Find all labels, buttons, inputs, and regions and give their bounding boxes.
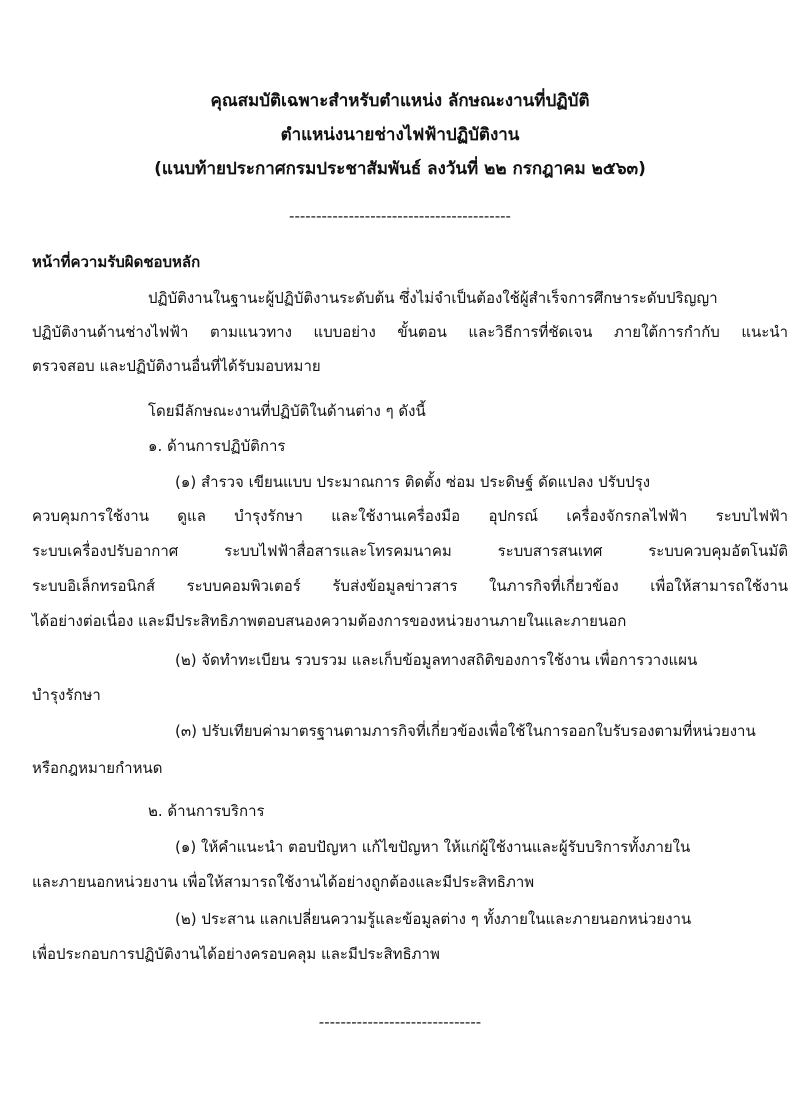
section-heading: หน้าที่ความรับผิดชอบหลัก (32, 253, 201, 271)
operations-item-1-line-2: ควบคุมการใช้งาน ดูแล บำรุงรักษา และใช้งานเครื่องมือ อุปกรณ์ เครื่องจักรกลไฟฟ้า ระบบไฟฟ้า (32, 507, 788, 525)
footer-separator: ------------------------------ (318, 1013, 482, 1031)
operations-item-1-line-1: (๑) สำรวจ เขียนแบบ ประมาณการ ติดตั้ง ซ่อม ประดิษฐ์ ดัดแปลง ปรับปรุง (175, 473, 651, 491)
header-separator: ----------------------------------------- (289, 207, 511, 225)
intro-line-1: ปฏิบัติงานในฐานะผู้ปฏิบัติงานระดับต้น ซึ่งไม่จำเป็นต้องใช้ผู้สำเร็จการศึกษาระดับปริญญา (148, 289, 718, 307)
lead-paragraph: โดยมีลักษณะงานที่ปฏิบัติในด้านต่าง ๆ ดังนี้ (148, 402, 426, 420)
title-line-3: (แนบท้ายประกาศกรมประชาสัมพันธ์ ลงวันที่ ๒๒ กรกฎาคม ๒๕๖๓) (154, 159, 646, 179)
intro-line-3: ตรวจสอบ และปฏิบัติงานอื่นที่ได้รับมอบหมาย (32, 357, 321, 375)
operations-item-1-line-3: ระบบเครื่องปรับอากาศ ระบบไฟฟ้าสื่อสารและโทรคมนาคม ระบบสารสนเทศ ระบบควบคุมอัตโนมัติ (32, 542, 788, 560)
operations-item-3-line-2: หรือกฎหมายกำหนด (32, 759, 163, 777)
services-item-2-line-1: (๒) ประสาน แลกเปลี่ยนความรู้และข้อมูลต่าง ๆ ทั้งภายในและภายนอกหน่วยงาน (175, 910, 692, 928)
operations-item-1-line-4: ระบบอิเล็กทรอนิกส์ ระบบคอมพิวเตอร์ รับส่งข้อมูลข่าวสาร ในภารกิจที่เกี่ยวข้อง เพื่อให้สามารถใช้งาน (32, 577, 788, 595)
title-line-1: คุณสมบัติเฉพาะสำหรับตำแหน่ง ลักษณะงานที่ปฏิบัติ (210, 91, 590, 111)
operations-item-3-line-1: (๓) ปรับเทียบค่ามาตรฐานตามภารกิจที่เกี่ยวข้องเพื่อใช้ในการออกใบรับรองตามที่หน่วยงาน (175, 722, 756, 740)
title-line-2: ตำแหน่งนายช่างไฟฟ้าปฏิบัติงาน (280, 125, 520, 145)
operations-item-2-line-1: (๒) จัดทำทะเบียน รวบรวม และเก็บข้อมูลทางสถิติของการใช้งาน เพื่อการวางแผน (175, 651, 698, 669)
operations-item-2-line-2: บำรุงรักษา (32, 686, 101, 704)
operations-item-1-line-5: ได้อย่างต่อเนื่อง และมีประสิทธิภาพตอบสนองความต้องการของหน่วยงานภายในและภายนอก (32, 612, 627, 630)
services-item-1-line-2: และภายนอกหน่วยงาน เพื่อให้สามารถใช้งานได้อย่างถูกต้องและมีประสิทธิภาพ (32, 873, 535, 891)
services-item-1-line-1: (๑) ให้คำแนะนำ ตอบปัญหา แก้ไขปัญหา ให้แก่ผู้ใช้งานและผู้รับบริการทั้งภายใน (175, 838, 691, 856)
intro-line-2: ปฏิบัติงานด้านช่างไฟฟ้า ตามแนวทาง แบบอย่าง ขั้นตอน และวิธีการที่ชัดเจน ภายใต้การกำกับ แนะนำ (32, 323, 788, 341)
operations-heading: ๑. ด้านการปฏิบัติการ (148, 437, 286, 455)
services-item-2-line-2: เพื่อประกอบการปฏิบัติงานได้อย่างครอบคลุม และมีประสิทธิภาพ (32, 945, 440, 963)
services-heading: ๒. ด้านการบริการ (148, 802, 265, 820)
